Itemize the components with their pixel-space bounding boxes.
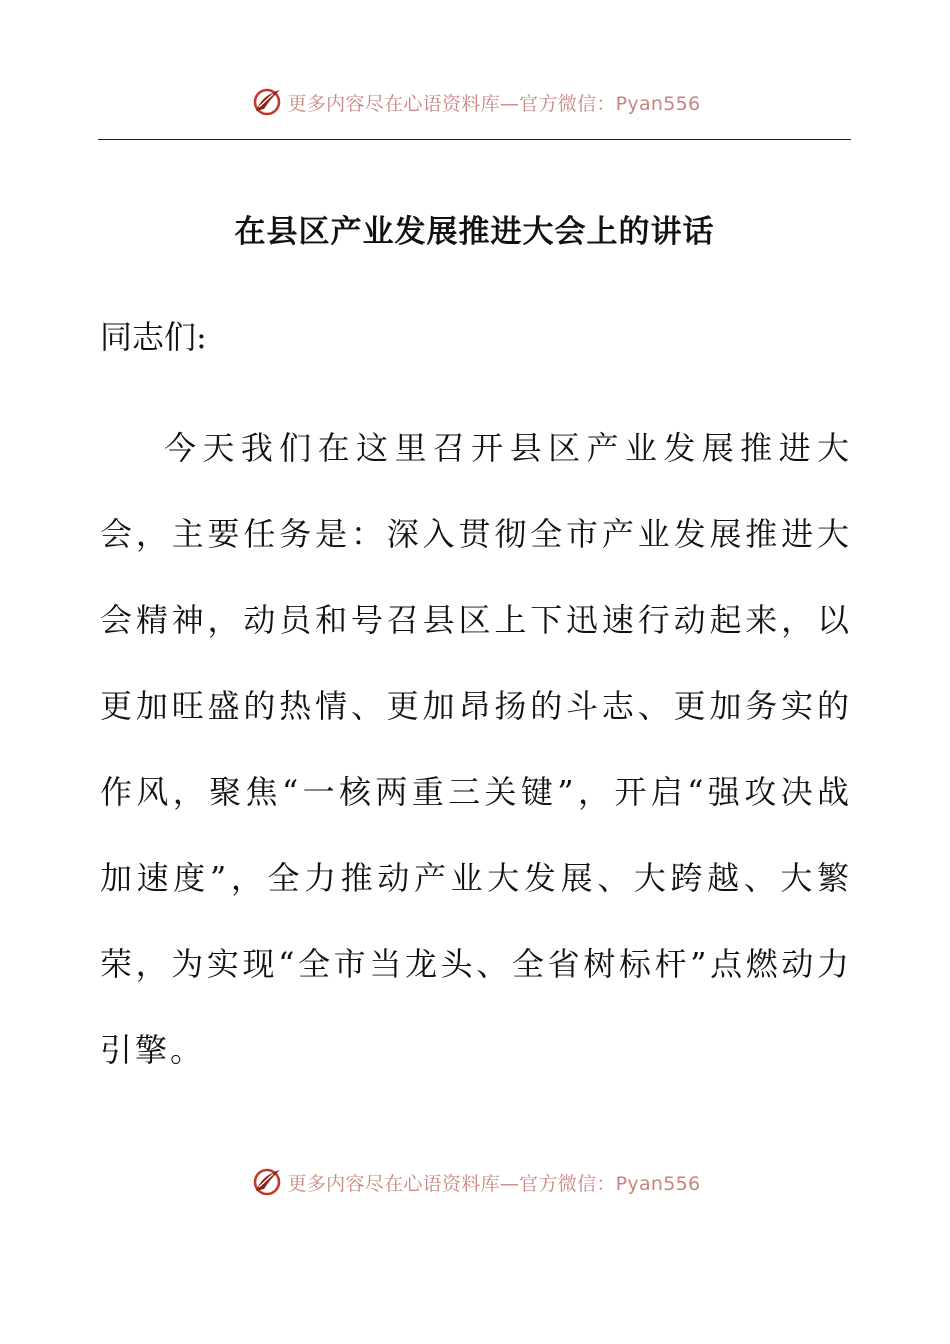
- pen-circle-logo-icon: [250, 85, 284, 119]
- document-title: 在县区产业发展推进大会上的讲话: [234, 214, 715, 250]
- header-divider: [98, 139, 851, 140]
- footer-banner: [0, 1162, 950, 1202]
- footer-banner-text: 更多内容尽在心语资料库—官方微信：Pyan556: [287, 1172, 701, 1195]
- header-banner-text: 更多内容尽在心语资料库—官方微信：Pyan556: [287, 92, 701, 115]
- header-banner: [0, 82, 950, 122]
- greeting-line: 同志们:: [100, 318, 207, 356]
- pen-circle-logo-icon: [250, 1165, 284, 1199]
- body-paragraph: 今天我们在这里召开县区产业发展推进大会，主要任务是：深入贯彻全市产业发展推进大会精神，动员和号召县区上下迅速行动起来，以更加旺盛的热情、更加昂扬的斗志、更加务实的作风，聚焦“一核两重三关键”，开启“强攻决战加速度”，全力推动产业大发展、大跨越、大繁荣，为实现“全市当龙头、全省树标杆”点燃动力引擎。: [100, 429, 852, 1069]
